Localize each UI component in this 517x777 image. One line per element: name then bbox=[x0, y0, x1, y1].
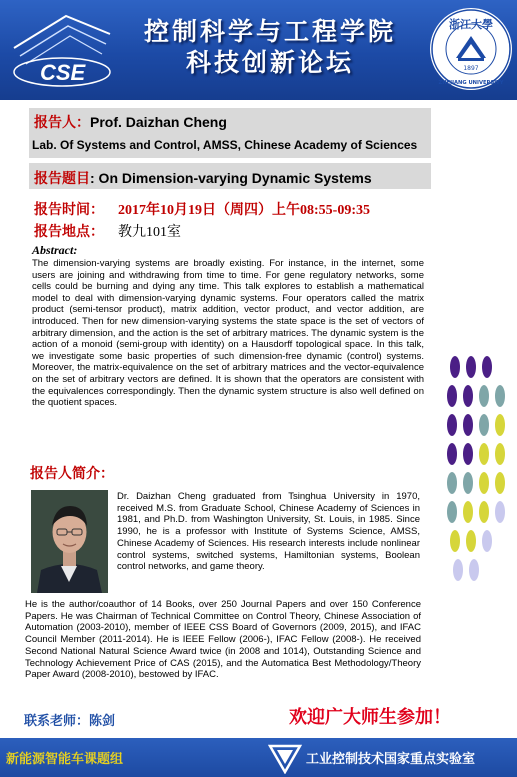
time-value: 2017年10月19日（周四）上午08:55-09:35 bbox=[118, 203, 370, 218]
decorative-dot bbox=[479, 414, 489, 436]
cse-logo-text: CSE bbox=[40, 60, 86, 85]
abstract-text: The dimension-varying systems are broadly existing. For instance, in the internet, some users are joining and withdrawing from time to time. For gene regulatory networks, some cells could be burning and dying any time. This talk explores to establish a mathematical model to deal with dimension-varying dynamic systems. Four operators called the matrix product (semi-tensor product), matrix addition, vector product, and vector addition, are introduced. Then for new dimension-varying systems the state space is the set of vectors of arbitrary dimension, and the action is the set of arbitrary matrices. The dynamic system is the action of a monoid (semi-group with identity) on a Hausdorff topological space. In this talk, we investigate some basic properties of such dimension-free dynamic (control) systems. Moreover, the matrix-equivalence on the set of arbitrary matrices and the vector-equivalence on the set of arbitrary vectors are defined. It is shown that the operators are consistent with the equivalences correspondingly. Then the dynamic system structure is also well defined on the quotient spaces. bbox=[32, 258, 424, 409]
decorative-dot bbox=[495, 472, 505, 494]
speaker-affiliation: Lab. Of Systems and Control, AMSS, Chinese Academy of Sciences bbox=[32, 138, 418, 152]
decorative-dot bbox=[447, 385, 457, 407]
decorative-dot bbox=[466, 530, 476, 552]
decorative-dot bbox=[450, 356, 460, 378]
decorative-dot bbox=[482, 530, 492, 552]
zju-english: ZHEJIANG UNIVERSITY bbox=[438, 80, 504, 86]
footer-banner bbox=[0, 738, 517, 777]
header-title-line1: 控制科学与工程学院 bbox=[143, 17, 396, 46]
decorative-dot bbox=[447, 472, 457, 494]
zju-name: 浙江大學 bbox=[449, 18, 493, 31]
decorative-dot bbox=[495, 414, 505, 436]
decorative-dot bbox=[447, 501, 457, 523]
talk-title: : On Dimension-varying Dynamic Systems bbox=[90, 170, 372, 186]
zju-year: 1897 bbox=[463, 65, 479, 72]
title-label: 报告题目 bbox=[34, 171, 90, 187]
place-line bbox=[34, 221, 181, 241]
welcome-message: 欢迎广大师生参加！ bbox=[289, 707, 451, 728]
decorative-dot bbox=[447, 443, 457, 465]
footer-left-text: 新能源智能车课题组 bbox=[6, 752, 124, 767]
speaker-line bbox=[34, 112, 227, 132]
zju-seal-logo bbox=[428, 6, 514, 92]
lab-logo bbox=[268, 742, 302, 774]
decorative-dot bbox=[463, 414, 473, 436]
decorative-dot bbox=[453, 559, 463, 581]
place-label: 报告地点： bbox=[34, 224, 104, 240]
decorative-dot bbox=[463, 443, 473, 465]
decorative-dot bbox=[495, 501, 505, 523]
decorative-dot bbox=[482, 356, 492, 378]
bio-text-right: Dr. Daizhan Cheng graduated from Tsinghua University in 1970, received M.S. from Graduate School, Chinese Academy of Sciences in 1981, and Ph.D. from Washington University, St. Louis, in 1985. Since 1990, he is a professor with Institute of Systems Science, AMSS, Chinese Academy of Sciences. His research interests include nonlinear control systems, switched systems, Hamiltonian systems, Boolean control networks, and game theory. bbox=[117, 491, 420, 573]
decorative-dot bbox=[479, 501, 489, 523]
header-title-line2: 科技创新论坛 bbox=[185, 48, 354, 77]
header-title bbox=[120, 16, 420, 78]
talk-title-line bbox=[34, 168, 372, 188]
abstract-label: Abstract: bbox=[32, 243, 78, 257]
decorative-dot bbox=[463, 501, 473, 523]
decorative-dot bbox=[495, 443, 505, 465]
decorative-dot bbox=[479, 385, 489, 407]
decorative-dot bbox=[479, 472, 489, 494]
decorative-dot bbox=[469, 559, 479, 581]
header-banner bbox=[0, 0, 517, 100]
bio-label: 报告人简介： bbox=[30, 466, 114, 482]
time-line bbox=[34, 199, 370, 219]
cse-logo bbox=[6, 8, 118, 90]
decorative-dot bbox=[447, 414, 457, 436]
footer-right-text: 工业控制技术国家重点实验室 bbox=[306, 752, 476, 767]
decorative-dot bbox=[466, 356, 476, 378]
decorative-dot bbox=[495, 385, 505, 407]
decorative-dots bbox=[446, 355, 506, 595]
decorative-dot bbox=[463, 385, 473, 407]
speaker-label: 报告人： bbox=[34, 115, 90, 131]
time-label: 报告时间： bbox=[34, 202, 104, 218]
bio-text-bottom: He is the author/coauthor of 14 Books, over 250 Journal Papers and over 150 Conference Papers. He was Chairman of Technical Committee on Control Theory, Chinese Association of Automation (2003-2010), member of IEEE CSS Board of Governors (2009, 2015), and IFAC Council Member (2011-2014). He is IEEE Fellow (2006-), IFAC Fellow (2008-). He received Second National Natural Science Award twice (in 2008 and 1014), Outstanding Science and Technology Achievement Price of CAS (2015), and the Automatica Best Methodology/Theory Paper Award (2008-2010), bestowed by IFAC. bbox=[25, 599, 421, 681]
decorative-dot bbox=[450, 530, 460, 552]
speaker-photo bbox=[31, 490, 108, 593]
decorative-dot bbox=[479, 443, 489, 465]
decorative-dot bbox=[463, 472, 473, 494]
speaker-name: Prof. Daizhan Cheng bbox=[90, 114, 227, 130]
contact-teacher: 联系老师：陈剑 bbox=[24, 714, 116, 729]
place-value: 教九101室 bbox=[118, 225, 181, 240]
